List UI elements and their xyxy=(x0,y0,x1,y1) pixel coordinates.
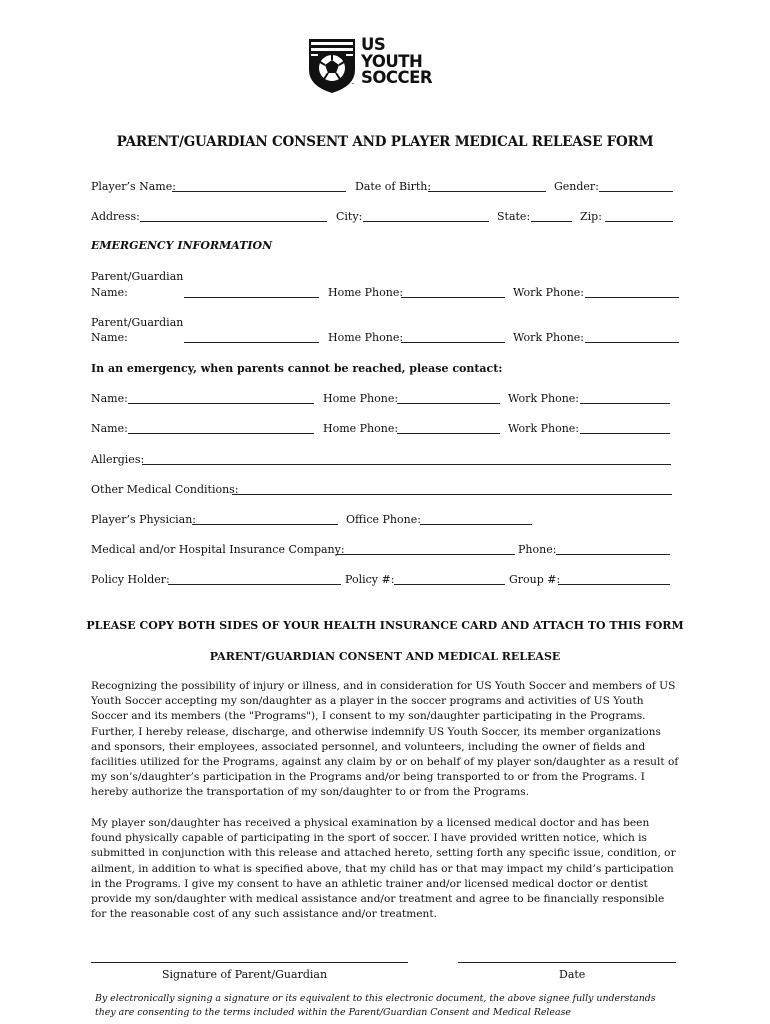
guardian-2-name-field[interactable] xyxy=(184,331,319,343)
group-number-field[interactable] xyxy=(558,573,670,585)
state-label: State: xyxy=(497,210,531,223)
release-heading: PARENT/GUARDIAN CONSENT AND MEDICAL RELEASE xyxy=(209,650,561,663)
city-label: City: xyxy=(336,210,363,223)
us-youth-soccer-logo xyxy=(308,35,453,96)
other-conditions-field[interactable] xyxy=(232,483,672,495)
contact-1-home-phone-field[interactable] xyxy=(397,392,500,404)
trademark-symbol: ™ xyxy=(351,82,355,87)
contact-2-home-phone-field[interactable] xyxy=(397,422,500,434)
office-phone-label: Office Phone: xyxy=(346,513,421,526)
guardian-2-work-phone-label: Work Phone: xyxy=(513,331,585,344)
policy-number-label: Policy #: xyxy=(345,573,395,586)
guardian-2-label-line1: Parent/Guardian xyxy=(91,316,184,329)
address-field[interactable] xyxy=(140,210,327,222)
dob-field[interactable] xyxy=(428,180,546,192)
contact-1-work-phone-field[interactable] xyxy=(580,392,670,404)
date-signature-field[interactable] xyxy=(458,962,676,963)
parent-signature-field[interactable] xyxy=(91,962,408,963)
guardian-2-label-line2: Name: xyxy=(91,331,128,344)
contact-1-work-phone-label: Work Phone: xyxy=(508,392,580,405)
gender-label: Gender: xyxy=(554,180,599,193)
logo-line-2: YOUTH xyxy=(361,51,423,71)
guardian-2-home-phone-field[interactable] xyxy=(401,331,505,343)
zip-label: Zip: xyxy=(580,210,602,223)
contact-2-work-phone-label: Work Phone: xyxy=(508,422,580,435)
dob-label: Date of Birth: xyxy=(355,180,432,193)
guardian-1-work-phone-field[interactable] xyxy=(585,286,679,298)
release-paragraph-2: My player son/daughter has received a physical examination by a licensed medical doctor and has been found physically capable of participating in the sport of soccer. I have provided written notice, which is submitted in conjunction with this release and attached hereto, setting forth any specific issue, condition, or ailment, in addition to what is specified above, that my child has or that may impact my child’s participation in the Programs. I give my consent to have an athletic trainer and/or licensed medical doctor or dentist provide my son/daughter with medical assistance and/or treatment and agree to be financially responsible for the reasonable cost of any such assistance and/or treatment. xyxy=(91,817,676,921)
soccer-shield-icon xyxy=(308,38,356,94)
guardian-1-work-phone-label: Work Phone: xyxy=(513,286,585,299)
logo-line-3: SOCCER xyxy=(361,68,433,87)
insurance-field[interactable] xyxy=(336,543,515,555)
guardian-1-label-line1: Parent/Guardian xyxy=(91,270,184,283)
guardian-1-label-line2: Name: xyxy=(91,286,128,299)
guardian-1-home-phone-label: Home Phone: xyxy=(328,286,404,299)
insurance-card-notice: PLEASE COPY BOTH SIDES OF YOUR HEALTH INSURANCE CARD AND ATTACH TO THIS FORM xyxy=(86,619,684,632)
guardian-2-work-phone-field[interactable] xyxy=(585,331,679,343)
policy-holder-field[interactable] xyxy=(168,573,341,585)
insurance-label: Medical and/or Hospital Insurance Company: xyxy=(91,543,345,556)
emergency-contact-heading: In an emergency, when parents cannot be reached, please contact: xyxy=(91,362,503,375)
contact-2-work-phone-field[interactable] xyxy=(580,422,670,434)
guardian-2-home-phone-label: Home Phone: xyxy=(328,331,404,344)
electronic-signature-disclaimer: By electronically signing a signature or its equivalent to this electronic document, the above signee fully understands they are consenting to the terms included within the Parent/Guardian Consent and Medical Release xyxy=(95,993,656,1018)
city-field[interactable] xyxy=(363,210,489,222)
other-conditions-label: Other Medical Conditions: xyxy=(91,483,239,496)
logo-line-1: US xyxy=(361,35,386,54)
contact-2-name-field[interactable] xyxy=(128,422,314,434)
group-number-label: Group #: xyxy=(509,573,561,586)
zip-field[interactable] xyxy=(605,210,673,222)
guardian-1-name-field[interactable] xyxy=(184,286,319,298)
gender-field[interactable] xyxy=(599,180,673,192)
form-title: PARENT/GUARDIAN CONSENT AND PLAYER MEDICAL RELEASE FORM xyxy=(116,134,654,150)
player-name-label: Player’s Name: xyxy=(91,180,176,193)
address-label: Address: xyxy=(91,210,140,223)
contact-1-name-label: Name: xyxy=(91,392,128,405)
contact-2-home-phone-label: Home Phone: xyxy=(323,422,399,435)
office-phone-field[interactable] xyxy=(420,513,532,525)
player-name-field[interactable] xyxy=(172,180,346,192)
policy-holder-label: Policy Holder: xyxy=(91,573,170,586)
physician-field[interactable] xyxy=(192,513,338,525)
contact-1-name-field[interactable] xyxy=(128,392,314,404)
parent-signature-label: Signature of Parent/Guardian xyxy=(162,968,328,981)
state-field[interactable] xyxy=(531,210,572,222)
emergency-heading: EMERGENCY INFORMATION xyxy=(91,239,273,252)
policy-number-field[interactable] xyxy=(394,573,505,585)
date-label: Date xyxy=(559,968,586,981)
guardian-1-home-phone-field[interactable] xyxy=(401,286,505,298)
contact-2-name-label: Name: xyxy=(91,422,128,435)
insurance-phone-field[interactable] xyxy=(556,543,670,555)
allergies-field[interactable] xyxy=(142,453,671,465)
contact-1-home-phone-label: Home Phone: xyxy=(323,392,399,405)
physician-label: Player’s Physician: xyxy=(91,513,196,526)
allergies-label: Allergies: xyxy=(91,453,145,466)
release-paragraph-1: Recognizing the possibility of injury or illness, and in consideration for US Youth Soccer and members of US Youth Soccer accepting my son/daughter as a player in the soccer programs and activities of US Youth Soccer and its members (the "Programs"), I consent to my son/daughter participating in the Programs. Further, I hereby release, discharge, and otherwise indemnify US Youth Soccer, its member organizations and sponsors, their employees, associated personnel, and volunteers, including the owner of fields and facilities utilized for the Programs, against any claim by or on behalf of my player son/daughter as a result of my son’s/daughter’s participation in the Programs and/or being transported to or from the Programs. I hereby authorize the transportation of my son/daughter to or from the Programs. xyxy=(91,680,679,799)
logo-wordmark xyxy=(361,37,432,87)
insurance-phone-label: Phone: xyxy=(518,543,557,556)
